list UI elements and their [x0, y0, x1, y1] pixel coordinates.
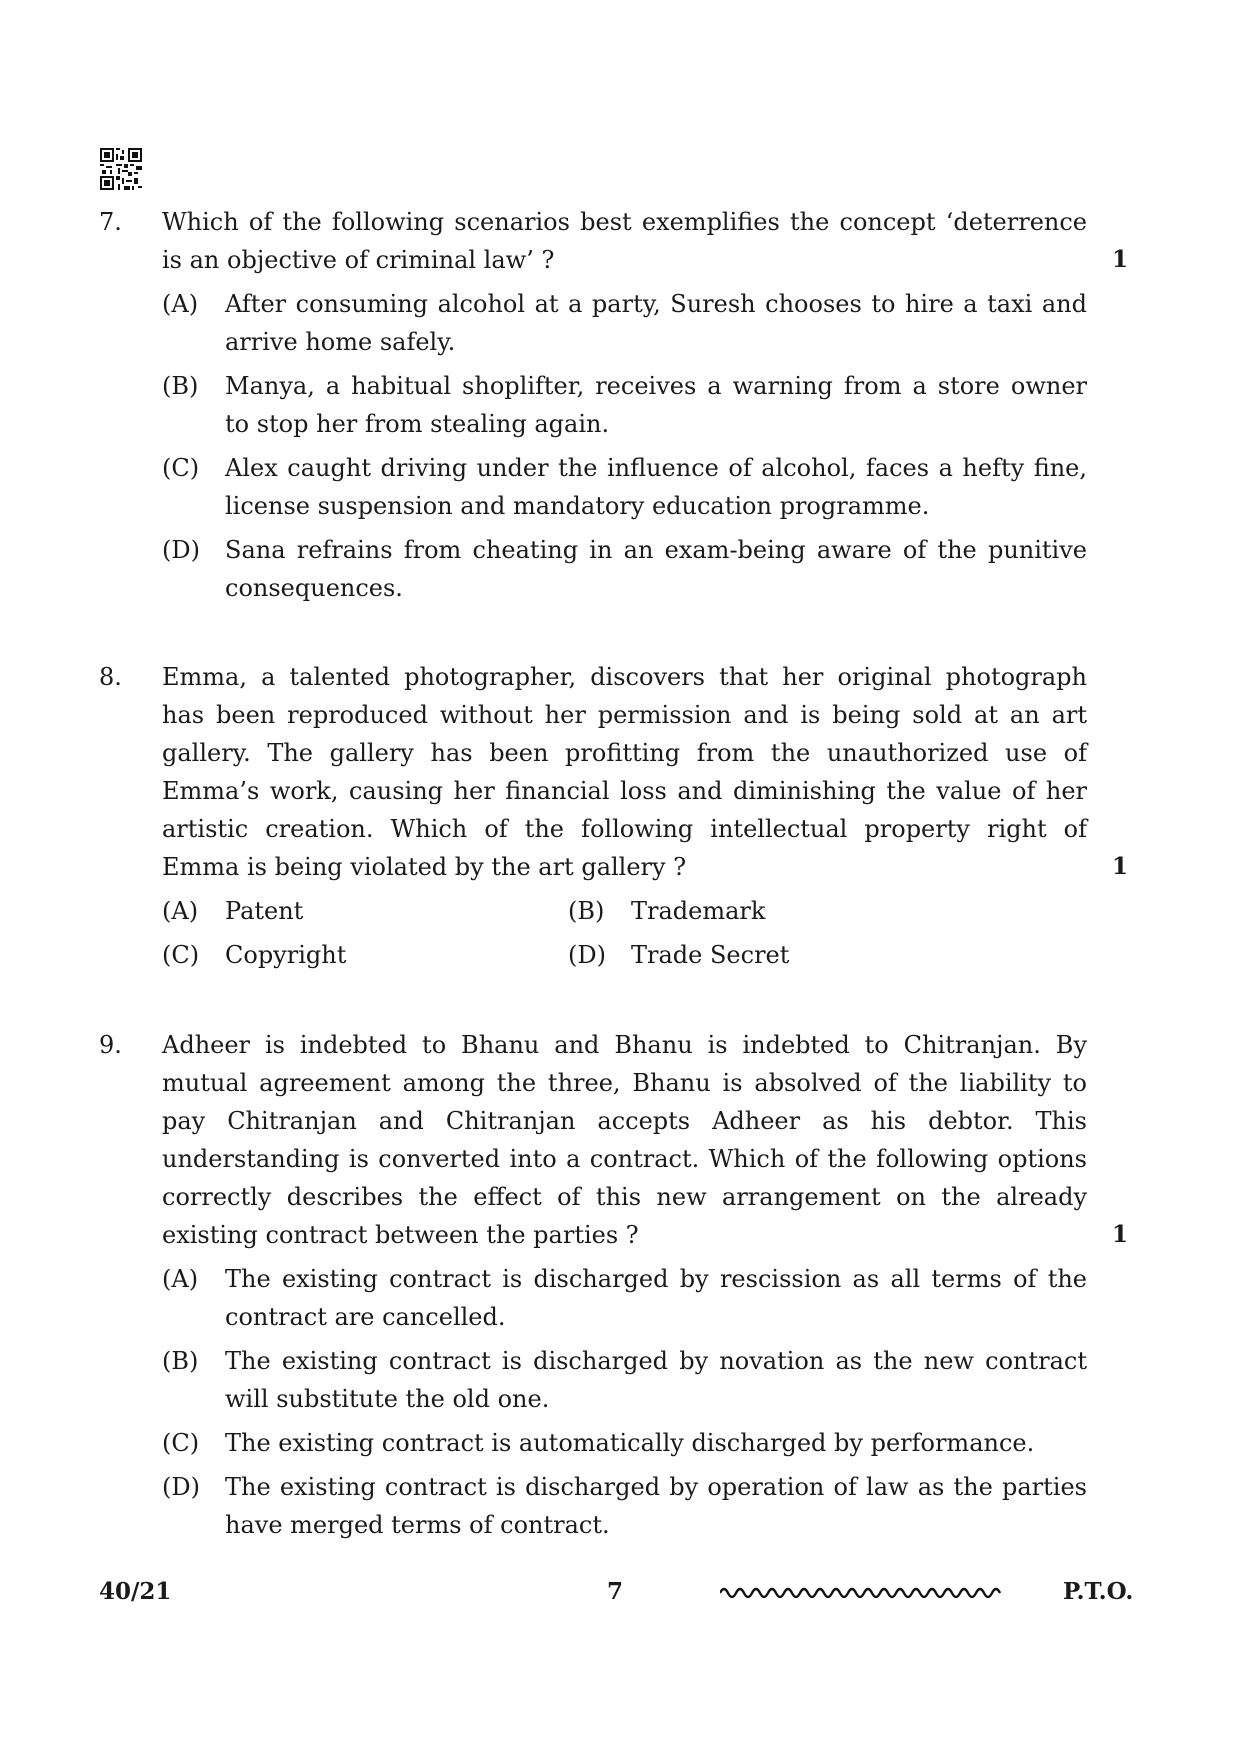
option-text: Trademark — [631, 897, 766, 925]
question-number: 8. — [99, 663, 122, 691]
question-number: 9. — [99, 1031, 122, 1059]
option-text: The existing contract is discharged by novation as the new contract will substitute the old one. — [225, 1347, 1087, 1413]
option-label: (D) — [162, 1473, 200, 1501]
option-label: (B) — [568, 897, 605, 925]
option-text: The existing contract is discharged by operation of law as the parties have merged terms of contract. — [225, 1473, 1087, 1539]
option-text: Patent — [225, 897, 304, 925]
option-text: The existing contract is automatically discharged by performance. — [225, 1429, 1035, 1457]
option-label: (D) — [568, 941, 606, 969]
option-label: (D) — [162, 536, 200, 564]
option-label: (B) — [162, 1347, 199, 1375]
option-text: Alex caught driving under the influence of alcohol, faces a hefty fine, license suspension and mandatory education programme. — [225, 454, 1087, 520]
option-text: The existing contract is discharged by rescission as all terms of the contract are cancelled. — [225, 1265, 1087, 1331]
option-label: (C) — [162, 1429, 200, 1457]
page-number: 7 — [607, 1578, 624, 1605]
option-label: (B) — [162, 372, 199, 400]
option-label: (C) — [162, 454, 200, 482]
question-stem: Which of the following scenarios best exemplifies the concept ‘deterrence is an objective of criminal law’ ? — [162, 208, 1087, 274]
pto-label: P.T.O. — [1063, 1578, 1134, 1605]
option-text: Copyright — [225, 941, 347, 969]
option-label: (A) — [162, 897, 199, 925]
option-label: (A) — [162, 290, 199, 318]
paper-code: 40/21 — [99, 1578, 172, 1605]
marks: 1 — [1112, 853, 1129, 880]
marks: 1 — [1112, 1221, 1129, 1248]
option-label: (C) — [162, 941, 200, 969]
wavy-line-decoration — [720, 1583, 1010, 1603]
question-number: 7. — [99, 208, 122, 236]
option-text: Trade Secret — [631, 941, 790, 969]
option-text: After consuming alcohol at a party, Suresh chooses to hire a taxi and arrive home safely. — [225, 290, 1087, 356]
option-text: Manya, a habitual shoplifter, receives a warning from a store owner to stop her from stealing again. — [225, 372, 1087, 438]
option-label: (A) — [162, 1265, 199, 1293]
marks: 1 — [1112, 246, 1129, 273]
question-stem: Emma, a talented photographer, discovers that her original photograph has been reproduced without her permission and is being sold at an art gallery. The gallery has been profitting from the unauthorized use of Emma’s work, causing her financial loss and diminishing the value of her artistic creation. Which of the following intellectual property right of Emma is being violated by the art gallery ? — [162, 663, 1087, 881]
question-stem: Adheer is indebted to Bhanu and Bhanu is indebted to Chitranjan. By mutual agreement among the three, Bhanu is absolved of the liability to pay Chitranjan and Chitranjan accepts Adheer as his debtor. This understanding is converted into a contract. Which of the following options correctly describes the effect of this new arrangement on the already existing contract between the parties ? — [162, 1031, 1087, 1249]
option-text: Sana refrains from cheating in an exam-being aware of the punitive consequences. — [225, 536, 1087, 602]
qr-code — [100, 148, 142, 190]
